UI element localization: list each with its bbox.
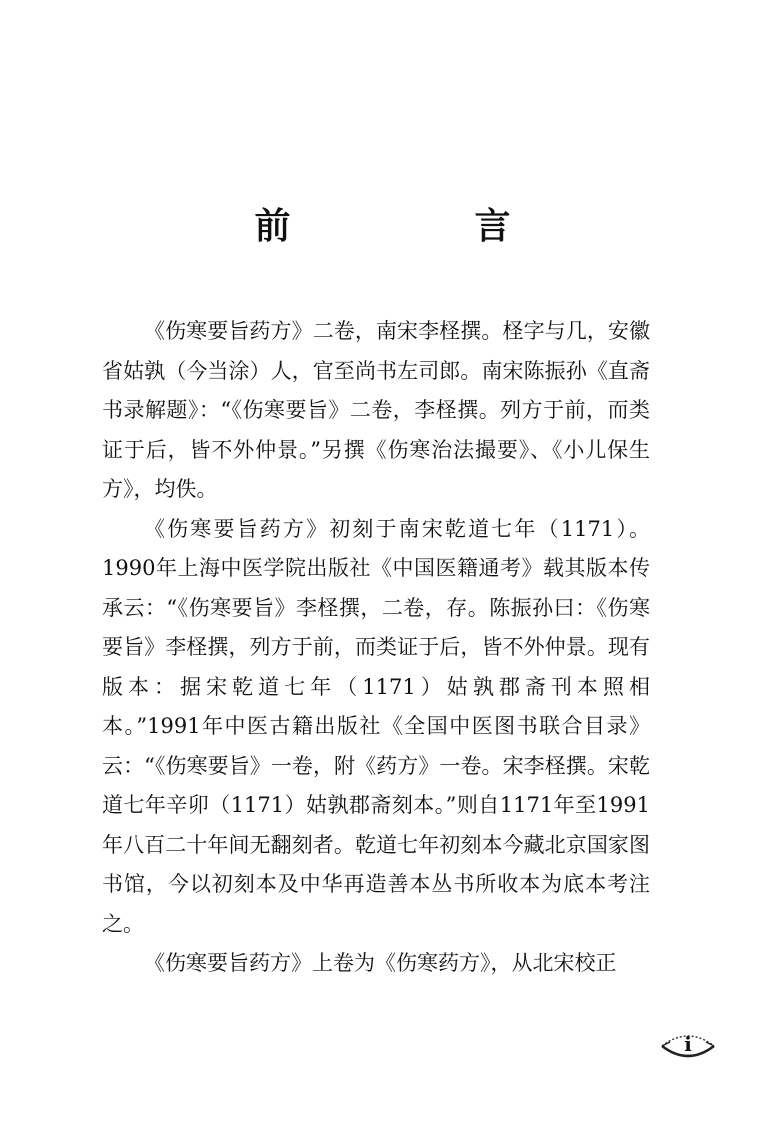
page-number-ornament (658, 1024, 718, 1072)
body-text (102, 312, 650, 984)
paragraph: 《伤寒要旨药方》上卷为《伤寒药方》，从北宋校正 (144, 951, 617, 975)
paragraph: 《伤寒要旨药方》初刻于南宋乾道七年（1171）。1990年上海中医学院出版社《中国医籍通考》载其版本传承云：“《伤寒要旨》李柽撰，二卷，存。陈振孙曰：《伤寒要旨》李柽撰，列方于前，而类证于后，皆不外仲景。现有版本：据宋乾道七年（1171）姑孰郡斋刊本照相本。”1991年中医古籍出版社《全国中医图书联合目录》云：“《伤寒要旨》一卷，附《药方》一卷。宋李柽撰。宋乾道七年辛卯（1171）姑孰郡斋刻本。”则自1171年至1991年八百二十年间无翻刻者。乾道七年初刻本今藏北京国家图书馆，今以初刻本及中华再造善本丛书所收本为底本考注之。 (102, 516, 650, 936)
paragraph: 《伤寒要旨药方》二卷，南宋李柽撰。柽字与几，安徽省姑孰（今当涂）人，官至尚书左司郎。南宋陈振孙《直斋书录解题》：“《伤寒要旨》二卷，李柽撰。列方于前，而类证于后，皆不外仲景。”另撰《伤寒治法撮要》、《小儿保生方》，均佚。 (102, 319, 650, 501)
page-title: 前 言 (254, 205, 585, 248)
page-number: i (684, 1032, 692, 1056)
